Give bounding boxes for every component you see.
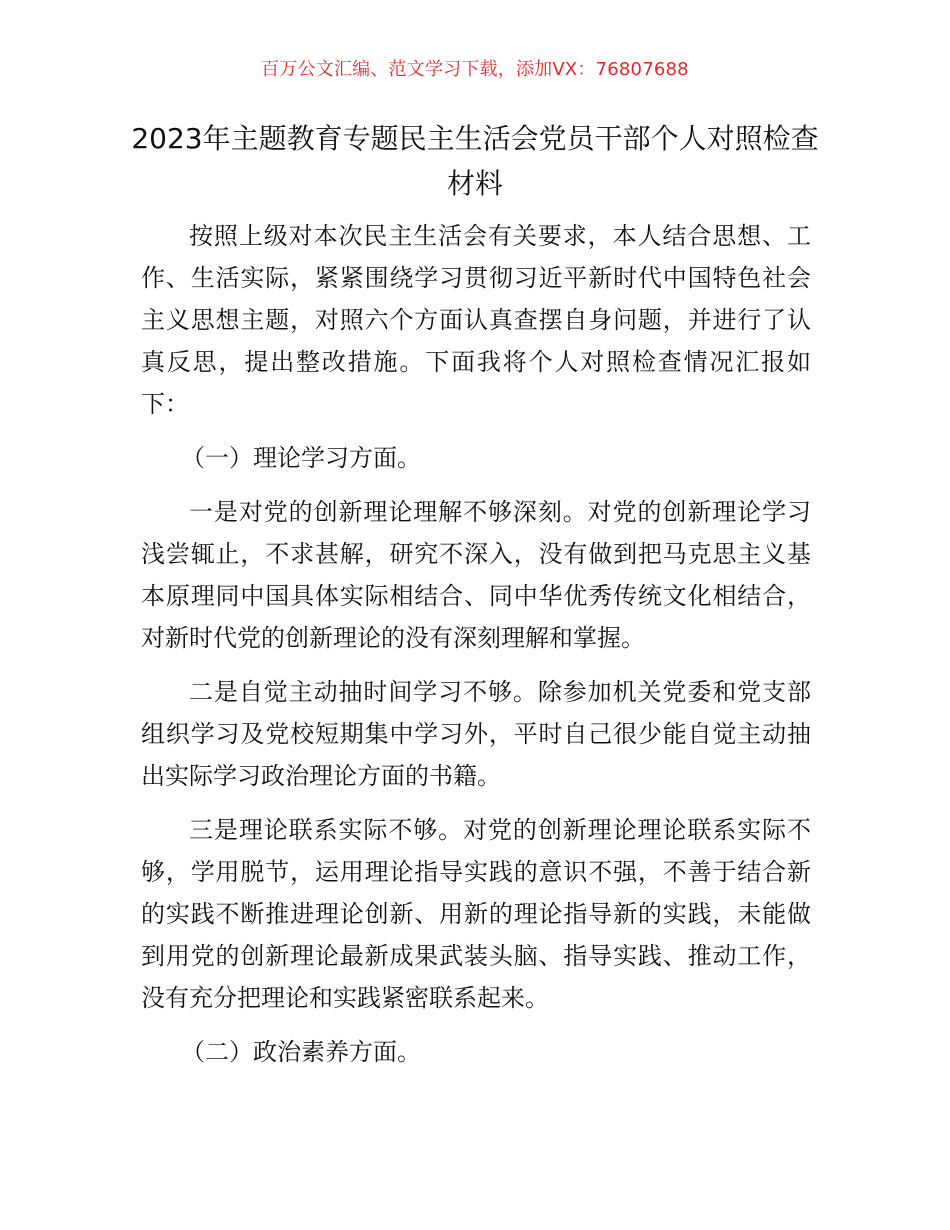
document-title: 2023年主题教育专题民主生活会党员干部个人对照检查材料 [131, 122, 819, 200]
document-body [141, 215, 811, 1073]
issue-paragraph-3: 三是理论联系实际不够。对党的创新理论理论联系实际不够，学用脱节，运用理论指导实践的意识不强，不善于结合新的实践不断推进理论创新、用新的理论指导新的实践，未能做到用党的创新理论最新成果武装头脑、指导实践、推动工作，没有充分把理论和实践紧密联系起来。 [141, 816, 811, 1012]
section-heading-political-literacy: （二）政治素养方面。 [181, 1038, 421, 1066]
section-heading-theory-study: （一）理论学习方面。 [181, 444, 421, 472]
intro-paragraph: 按照上级对本次民主生活会有关要求，本人结合思想、工作、生活实际，紧紧围绕学习贯彻习近平新时代中国特色社会主义思想主题，对照六个方面认真查摆自身问题，并进行了认真反思，提出整改措施。下面我将个人对照检查情况汇报如下： [141, 222, 811, 418]
issue-paragraph-1: 一是对党的创新理论理解不够深刻。对党的创新理论学习浅尝辄止，不求甚解，研究不深入，没有做到把马克思主义基本原理同中国具体实际相结合、同中华优秀传统文化相结合，对新时代党的创新理论的没有深刻理解和掌握。 [141, 498, 811, 652]
issue-paragraph-2: 二是自觉主动抽时间学习不够。除参加机关党委和党支部组织学习及党校短期集中学习外，平时自己很少能自觉主动抽出实际学习政治理论方面的书籍。 [141, 678, 811, 790]
download-banner: 百万公文汇编、范文学习下载，添加VX：76807688 [261, 59, 689, 80]
